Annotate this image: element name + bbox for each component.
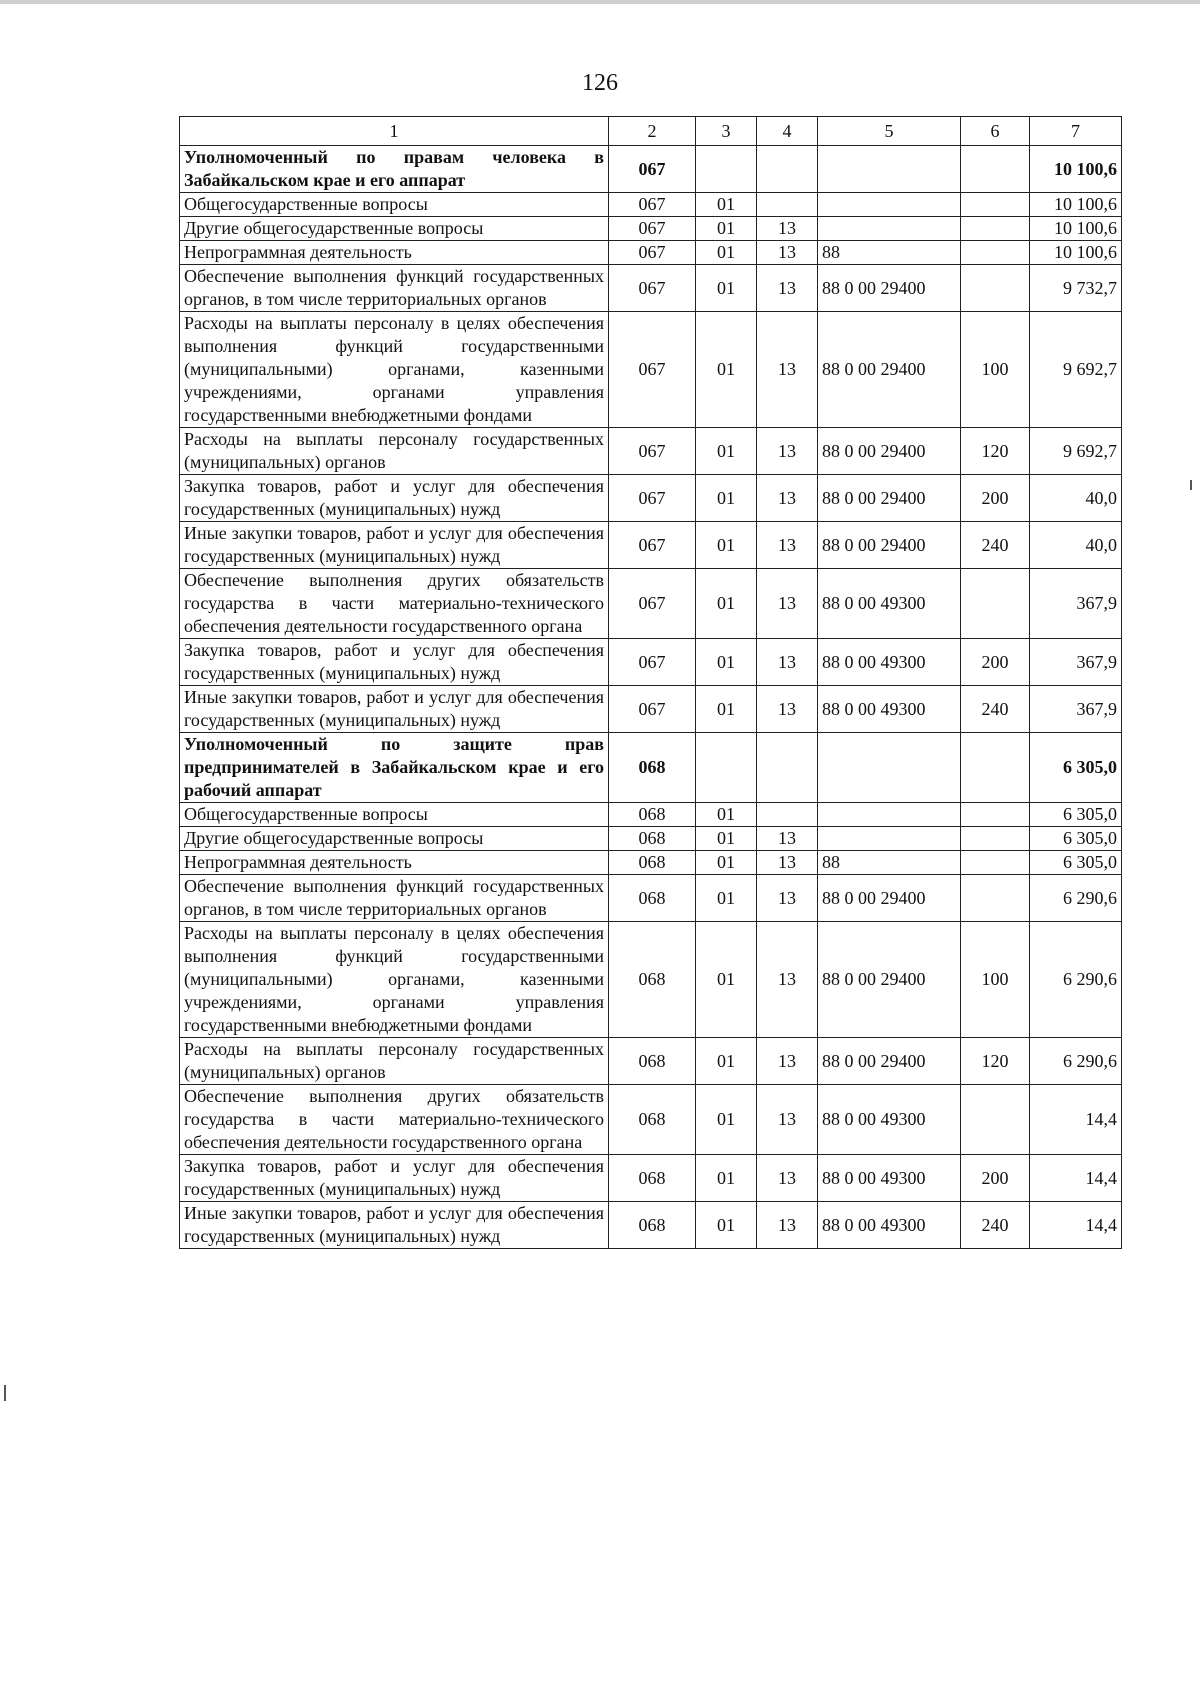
cell-expense-type: 100: [961, 312, 1030, 428]
cell-section: 01: [696, 217, 757, 241]
cell-target-article: 88: [818, 851, 961, 875]
cell-section: 01: [696, 1202, 757, 1249]
cell-section: [696, 733, 757, 803]
cell-subsection: 13: [757, 522, 818, 569]
cell-amount: 9 692,7: [1030, 312, 1122, 428]
cell-admin-code: 068: [609, 1038, 696, 1085]
cell-subsection: 13: [757, 475, 818, 522]
table-row: [180, 1202, 1122, 1249]
cell-subsection: [757, 193, 818, 217]
cell-section: 01: [696, 875, 757, 922]
table-row: [180, 827, 1122, 851]
cell-admin-code: 067: [609, 146, 696, 193]
cell-amount: 6 290,6: [1030, 875, 1122, 922]
header-cell: 6: [961, 117, 1030, 146]
cell-expense-type: 120: [961, 428, 1030, 475]
cell-section: 01: [696, 312, 757, 428]
table-row: [180, 733, 1122, 803]
cell-expense-type: [961, 875, 1030, 922]
cell-target-article: 88 0 00 29400: [818, 428, 961, 475]
cell-section: 01: [696, 265, 757, 312]
table-row: [180, 475, 1122, 522]
cell-name: Иные закупки товаров, работ и услуг для обеспечения государственных (муниципальных) нужд: [180, 686, 609, 733]
cell-subsection: 13: [757, 1085, 818, 1155]
header-cell: 7: [1030, 117, 1122, 146]
table-row: [180, 686, 1122, 733]
table-row: [180, 522, 1122, 569]
table-row: [180, 875, 1122, 922]
cell-admin-code: 068: [609, 803, 696, 827]
cell-expense-type: 200: [961, 1155, 1030, 1202]
cell-amount: 9 732,7: [1030, 265, 1122, 312]
cell-subsection: 13: [757, 922, 818, 1038]
cell-target-article: [818, 733, 961, 803]
cell-admin-code: 068: [609, 851, 696, 875]
cell-subsection: 13: [757, 312, 818, 428]
scan-mark: [4, 1385, 6, 1401]
cell-subsection: 13: [757, 686, 818, 733]
cell-section: 01: [696, 428, 757, 475]
cell-target-article: 88 0 00 29400: [818, 522, 961, 569]
cell-section: 01: [696, 241, 757, 265]
cell-amount: 6 305,0: [1030, 827, 1122, 851]
cell-name: Уполномоченный по правам человека в Забайкальском крае и его аппарат: [180, 146, 609, 193]
cell-section: 01: [696, 522, 757, 569]
budget-table: [179, 116, 1122, 1249]
cell-name: Обеспечение выполнения других обязательств государства в части материально-технического обеспечения деятельности государственного органа: [180, 569, 609, 639]
cell-amount: 10 100,6: [1030, 146, 1122, 193]
cell-expense-type: [961, 265, 1030, 312]
header-row: [180, 117, 1122, 146]
header-cell: 3: [696, 117, 757, 146]
table-row: [180, 1038, 1122, 1085]
cell-expense-type: 240: [961, 1202, 1030, 1249]
cell-amount: 14,4: [1030, 1155, 1122, 1202]
cell-admin-code: 068: [609, 1202, 696, 1249]
cell-name: Общегосударственные вопросы: [180, 803, 609, 827]
cell-admin-code: 068: [609, 1155, 696, 1202]
cell-name: Закупка товаров, работ и услуг для обеспечения государственных (муниципальных) нужд: [180, 1155, 609, 1202]
cell-amount: 367,9: [1030, 686, 1122, 733]
cell-name: Общегосударственные вопросы: [180, 193, 609, 217]
header-cell: 1: [180, 117, 609, 146]
cell-admin-code: 068: [609, 1085, 696, 1155]
cell-target-article: 88 0 00 49300: [818, 686, 961, 733]
cell-expense-type: [961, 803, 1030, 827]
cell-name: Непрограммная деятельность: [180, 241, 609, 265]
cell-section: 01: [696, 851, 757, 875]
cell-target-article: 88: [818, 241, 961, 265]
table-row: [180, 922, 1122, 1038]
cell-subsection: 13: [757, 827, 818, 851]
cell-expense-type: [961, 569, 1030, 639]
cell-target-article: 88 0 00 49300: [818, 569, 961, 639]
cell-name: Закупка товаров, работ и услуг для обеспечения государственных (муниципальных) нужд: [180, 475, 609, 522]
cell-amount: 10 100,6: [1030, 241, 1122, 265]
header-cell: 2: [609, 117, 696, 146]
cell-section: 01: [696, 827, 757, 851]
cell-admin-code: 067: [609, 522, 696, 569]
cell-expense-type: [961, 733, 1030, 803]
cell-subsection: 13: [757, 639, 818, 686]
cell-subsection: 13: [757, 241, 818, 265]
page-number: 126: [582, 70, 618, 96]
cell-name: Уполномоченный по защите прав предпринимателей в Забайкальском крае и его рабочий аппарат: [180, 733, 609, 803]
cell-subsection: 13: [757, 569, 818, 639]
cell-name: Другие общегосударственные вопросы: [180, 827, 609, 851]
cell-subsection: 13: [757, 1038, 818, 1085]
cell-name: Закупка товаров, работ и услуг для обеспечения государственных (муниципальных) нужд: [180, 639, 609, 686]
cell-target-article: 88 0 00 49300: [818, 639, 961, 686]
table-row: [180, 241, 1122, 265]
cell-target-article: [818, 146, 961, 193]
cell-amount: 40,0: [1030, 475, 1122, 522]
cell-subsection: 13: [757, 217, 818, 241]
cell-section: 01: [696, 686, 757, 733]
table-row: [180, 265, 1122, 312]
header-cell: 4: [757, 117, 818, 146]
cell-amount: 6 305,0: [1030, 851, 1122, 875]
table-row: [180, 851, 1122, 875]
cell-expense-type: 240: [961, 686, 1030, 733]
table-row: [180, 1155, 1122, 1202]
cell-target-article: 88 0 00 29400: [818, 922, 961, 1038]
table-row: [180, 312, 1122, 428]
cell-amount: 14,4: [1030, 1085, 1122, 1155]
cell-amount: 9 692,7: [1030, 428, 1122, 475]
cell-subsection: 13: [757, 1155, 818, 1202]
cell-admin-code: 068: [609, 733, 696, 803]
cell-name: Обеспечение выполнения функций государственных органов, в том числе территориальных органов: [180, 265, 609, 312]
cell-target-article: [818, 217, 961, 241]
cell-amount: 10 100,6: [1030, 217, 1122, 241]
table-row: [180, 1085, 1122, 1155]
cell-target-article: 88 0 00 29400: [818, 1038, 961, 1085]
cell-name: Непрограммная деятельность: [180, 851, 609, 875]
cell-target-article: [818, 827, 961, 851]
table-row: [180, 428, 1122, 475]
cell-name: Другие общегосударственные вопросы: [180, 217, 609, 241]
cell-target-article: 88 0 00 29400: [818, 312, 961, 428]
cell-admin-code: 067: [609, 312, 696, 428]
scan-mark: [1190, 480, 1192, 490]
cell-amount: 10 100,6: [1030, 193, 1122, 217]
cell-subsection: [757, 733, 818, 803]
cell-section: 01: [696, 193, 757, 217]
cell-target-article: 88 0 00 49300: [818, 1202, 961, 1249]
table-row: [180, 803, 1122, 827]
cell-expense-type: [961, 851, 1030, 875]
cell-admin-code: 067: [609, 686, 696, 733]
cell-subsection: 13: [757, 875, 818, 922]
cell-section: 01: [696, 1155, 757, 1202]
cell-admin-code: 067: [609, 428, 696, 475]
cell-subsection: 13: [757, 265, 818, 312]
cell-name: Расходы на выплаты персоналу государственных (муниципальных) органов: [180, 428, 609, 475]
cell-target-article: 88 0 00 49300: [818, 1155, 961, 1202]
cell-expense-type: [961, 241, 1030, 265]
cell-admin-code: 067: [609, 475, 696, 522]
scan-edge: [0, 0, 1200, 4]
cell-admin-code: 067: [609, 241, 696, 265]
cell-target-article: 88 0 00 29400: [818, 475, 961, 522]
cell-amount: 367,9: [1030, 569, 1122, 639]
cell-expense-type: [961, 146, 1030, 193]
cell-expense-type: 240: [961, 522, 1030, 569]
cell-admin-code: 067: [609, 569, 696, 639]
cell-expense-type: 200: [961, 639, 1030, 686]
cell-admin-code: 067: [609, 265, 696, 312]
table-row: [180, 217, 1122, 241]
cell-section: 01: [696, 569, 757, 639]
cell-admin-code: 068: [609, 827, 696, 851]
cell-subsection: [757, 803, 818, 827]
cell-admin-code: 067: [609, 217, 696, 241]
table-body: [180, 146, 1122, 1249]
cell-expense-type: 120: [961, 1038, 1030, 1085]
cell-section: 01: [696, 922, 757, 1038]
cell-target-article: [818, 193, 961, 217]
header-cell: 5: [818, 117, 961, 146]
cell-name: Обеспечение выполнения других обязательств государства в части материально-технического обеспечения деятельности государственного органа: [180, 1085, 609, 1155]
cell-amount: 14,4: [1030, 1202, 1122, 1249]
cell-section: 01: [696, 803, 757, 827]
table-row: [180, 639, 1122, 686]
cell-section: 01: [696, 1085, 757, 1155]
cell-amount: 40,0: [1030, 522, 1122, 569]
cell-amount: 367,9: [1030, 639, 1122, 686]
cell-admin-code: 068: [609, 922, 696, 1038]
cell-expense-type: [961, 827, 1030, 851]
table-row: [180, 193, 1122, 217]
cell-section: 01: [696, 475, 757, 522]
cell-admin-code: 067: [609, 193, 696, 217]
cell-section: [696, 146, 757, 193]
cell-admin-code: 067: [609, 639, 696, 686]
cell-subsection: 13: [757, 851, 818, 875]
cell-name: Расходы на выплаты персоналу в целях обеспечения выполнения функций государственными (муниципальными) органами, казенными учреждениями, органами управления государственными внебюджетными фондами: [180, 922, 609, 1038]
cell-expense-type: [961, 217, 1030, 241]
cell-section: 01: [696, 639, 757, 686]
cell-name: Расходы на выплаты персоналу в целях обеспечения выполнения функций государственными (муниципальными) органами, казенными учреждениями, органами управления государственными внебюджетными фондами: [180, 312, 609, 428]
cell-amount: 6 290,6: [1030, 922, 1122, 1038]
cell-name: Иные закупки товаров, работ и услуг для обеспечения государственных (муниципальных) нужд: [180, 522, 609, 569]
cell-target-article: 88 0 00 49300: [818, 1085, 961, 1155]
cell-expense-type: 100: [961, 922, 1030, 1038]
table-row: [180, 569, 1122, 639]
cell-expense-type: [961, 1085, 1030, 1155]
cell-name: Расходы на выплаты персоналу государственных (муниципальных) органов: [180, 1038, 609, 1085]
cell-amount: 6 305,0: [1030, 803, 1122, 827]
cell-target-article: 88 0 00 29400: [818, 265, 961, 312]
cell-section: 01: [696, 1038, 757, 1085]
cell-admin-code: 068: [609, 875, 696, 922]
cell-expense-type: 200: [961, 475, 1030, 522]
cell-name: Обеспечение выполнения функций государственных органов, в том числе территориальных органов: [180, 875, 609, 922]
cell-target-article: 88 0 00 29400: [818, 875, 961, 922]
table-row: [180, 146, 1122, 193]
cell-amount: 6 305,0: [1030, 733, 1122, 803]
cell-subsection: [757, 146, 818, 193]
cell-expense-type: [961, 193, 1030, 217]
cell-target-article: [818, 803, 961, 827]
cell-subsection: 13: [757, 428, 818, 475]
cell-subsection: 13: [757, 1202, 818, 1249]
cell-name: Иные закупки товаров, работ и услуг для обеспечения государственных (муниципальных) нужд: [180, 1202, 609, 1249]
cell-amount: 6 290,6: [1030, 1038, 1122, 1085]
